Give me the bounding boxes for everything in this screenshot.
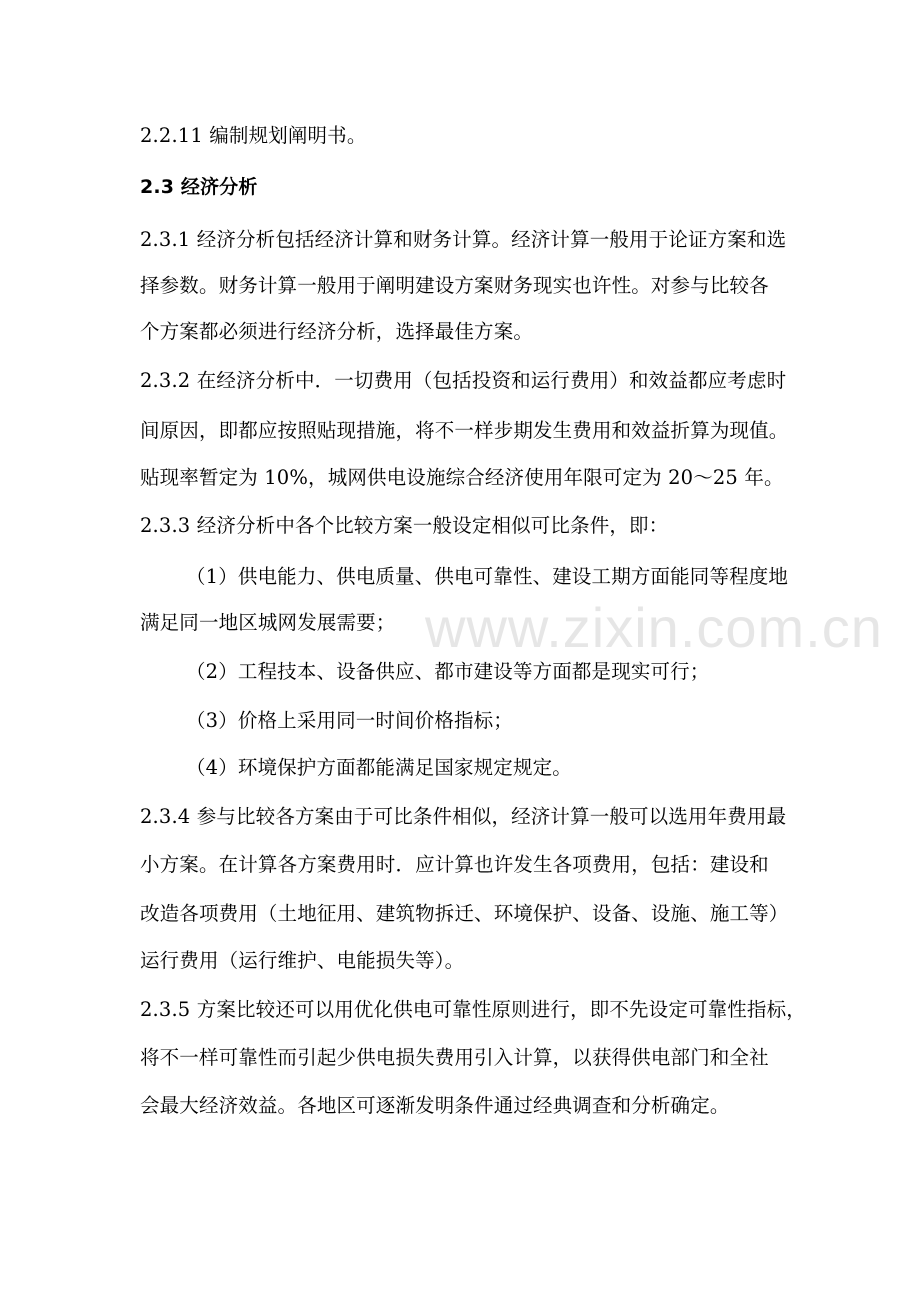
condition-1-line-1: （1）供电能力、供电质量、供电可靠性、建设工期方面能同等程度地 [186, 565, 789, 588]
clause-2-2-11: 2.2.11 编制规划阐明书。 [140, 124, 367, 147]
clause-2-3-4-line-4: 运行费用（运行维护、电能损失等）。 [140, 949, 465, 972]
clause-2-3-1-line-2: 择参数。财务计算一般用于阐明建设方案财务现实也许性。对参与比较各 [140, 274, 769, 297]
section-heading-2-3: 2.3 经济分析 [140, 176, 258, 198]
clause-2-3-5-line-2: 将不一样可靠性而引起少供电损失费用引入计算，以获得供电部门和全社 [140, 1046, 769, 1069]
site-watermark: www.zixin.com.cn [425, 596, 883, 659]
clause-2-3-2-line-3: 贴现率暂定为 10%，城网供电设施综合经济使用年限可定为 20～25 年。 [140, 466, 784, 489]
clause-2-3-5-line-1: 2.3.5 方案比较还可以用优化供电可靠性原则进行，即不先设定可靠性指标， [140, 998, 806, 1021]
clause-2-3-3: 2.3.3 经济分析中各个比较方案一般设定相似可比条件，即： [140, 514, 669, 537]
condition-2: （2）工程技本、设备供应、都市建设等方面都是现实可行； [186, 660, 710, 683]
condition-4: （4）环境保护方面都能满足国家规定规定。 [186, 756, 572, 779]
clause-2-3-2-line-2: 间原因，即都应按照贴现措施，将不一样步期发生费用和效益折算为现值。 [140, 419, 789, 442]
condition-1-line-2: 满足同一地区城网发展需要； [140, 611, 396, 634]
condition-3: （3）价格上采用同一时间价格指标； [186, 709, 513, 732]
clause-2-3-4-line-3: 改造各项费用（土地征用、建筑物拆迁、环境保护、设备、设施、施工等） [140, 902, 789, 925]
clause-2-3-1-line-3: 个方案都必须进行经济分析，选择最佳方案。 [140, 320, 534, 343]
clause-2-3-2-line-1: 2.3.2 在经济分析中．一切费用（包括投资和运行费用）和效益都应考虑时 [140, 369, 787, 392]
clause-2-3-4-line-2: 小方案。在计算各方案费用时．应计算也许发生各项费用，包括：建设和 [140, 853, 769, 876]
clause-2-3-5-line-3: 会最大经济效益。各地区可逐渐发明条件通过经典调查和分析确定。 [140, 1094, 730, 1117]
clause-2-3-4-line-1: 2.3.4 参与比较各方案由于可比条件相似，经济计算一般可以选用年费用最 [140, 805, 787, 828]
clause-2-3-1-line-1: 2.3.1 经济分析包括经济计算和财务计算。经济计算一般用于论证方案和选 [140, 228, 787, 251]
